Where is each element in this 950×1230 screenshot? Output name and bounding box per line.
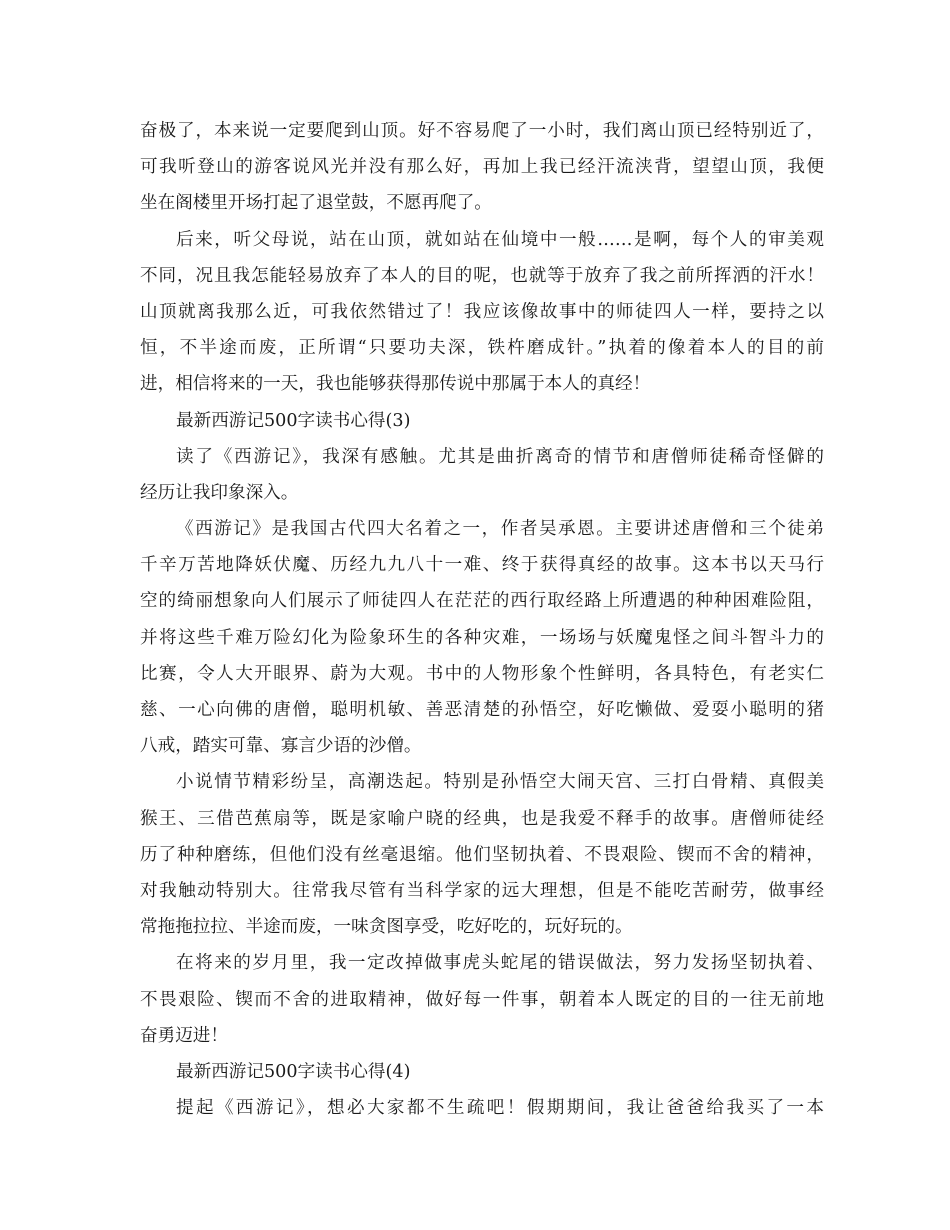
paragraph-line: 后来，听父母说，站在山顶，就如站在仙境中一般……是啊，每个人的审美观 <box>176 229 824 250</box>
body-text <box>140 113 824 1126</box>
paragraph-line: 不同，况且我怎能轻易放弃了本人的目的呢，也就等于放弃了我之前所挥洒的汗水！ <box>140 265 824 286</box>
paragraph-line: 提起《西游记》，想必大家都不生疏吧！假期期间，我让爸爸给我买了一本 <box>176 1098 824 1119</box>
paragraph-line: 并将这些千难万险幻化为险象环生的各种灾难，一场场与妖魔鬼怪之间斗智斗力的 <box>140 627 824 648</box>
paragraph-line: 猴王、三借芭蕉扇等，既是家喻户晓的经典，也是我爱不释手的故事。唐僧师徒经 <box>140 808 824 829</box>
section-heading: 最新西游记500字读书心得(4) <box>176 1061 411 1082</box>
paragraph-line: 《西游记》是我国古代四大名着之一，作者吴承恩。主要讲述唐僧和三个徒弟 <box>176 519 824 540</box>
paragraph-line: 恒，不半途而废，正所谓“只要功夫深，铁杵磨成针。”执着的像着本人的目的前 <box>140 338 824 359</box>
paragraph-line: 读了《西游记》，我深有感触。尤其是曲折离奇的情节和唐僧师徒稀奇怪僻的 <box>176 446 824 467</box>
paragraph-line: 奋极了，本来说一定要爬到山顶。好不容易爬了一小时，我们离山顶已经特别近了， <box>140 121 824 141</box>
paragraph-line: 比赛，令人大开眼界、蔚为大观。书中的人物形象个性鲜明，各具特色，有老实仁 <box>140 663 824 684</box>
paragraph-line: 奋勇迈进！ <box>140 1025 228 1046</box>
paragraph-line: 可我听登山的游客说风光并没有那么好，再加上我已经汗流浃背，望望山顶，我便 <box>140 157 824 178</box>
paragraph-line: 在将来的岁月里，我一定改掉做事虎头蛇尾的错误做法，努力发扬坚韧执着、 <box>176 953 824 974</box>
paragraph-line: 进，相信将来的一天，我也能够获得那传说中那属于本人的真经！ <box>140 374 651 395</box>
paragraph-line: 坐在阁楼里开场打起了退堂鼓，不愿再爬了。 <box>140 193 492 214</box>
paragraph-line: 山顶就离我那么近，可我依然错过了！我应该像故事中的师徒四人一样，要持之以 <box>140 301 824 322</box>
paragraph-line: 不畏艰险、锲而不舍的进取精神，做好每一件事，朝着本人既定的目的一往无前地 <box>140 989 824 1010</box>
paragraph-line: 经历让我印象深入。 <box>140 482 299 503</box>
paragraph-line: 空的绮丽想象向人们展示了师徒四人在茫茫的西行取经路上所遭遇的种种困难险阻， <box>140 591 824 612</box>
paragraph-line: 历了种种磨练，但他们没有丝毫退缩。他们坚韧执着、不畏艰险、锲而不舍的精神， <box>140 844 824 865</box>
paragraph-line: 常拖拖拉拉、半途而废，一味贪图享受，吃好吃的，玩好玩的。 <box>140 917 633 938</box>
paragraph-line: 八戒，踏实可靠、寡言少语的沙僧。 <box>140 736 422 757</box>
paragraph-line: 千辛万苦地降妖伏魔、历经九九八十一难、终于获得真经的故事。这本书以天马行 <box>140 555 824 576</box>
paragraph-line: 慈、一心向佛的唐僧，聪明机敏、善恶清楚的孙悟空，好吃懒做、爱耍小聪明的猪 <box>140 700 824 720</box>
paragraph-line: 对我触动特别大。往常我尽管有当科学家的远大理想，但是不能吃苦耐劳，做事经 <box>140 880 824 901</box>
section-heading: 最新西游记500字读书心得(3) <box>176 410 411 431</box>
paragraph-line: 小说情节精彩纷呈，高潮迭起。特别是孙悟空大闹天宫、三打白骨精、真假美 <box>176 772 824 793</box>
